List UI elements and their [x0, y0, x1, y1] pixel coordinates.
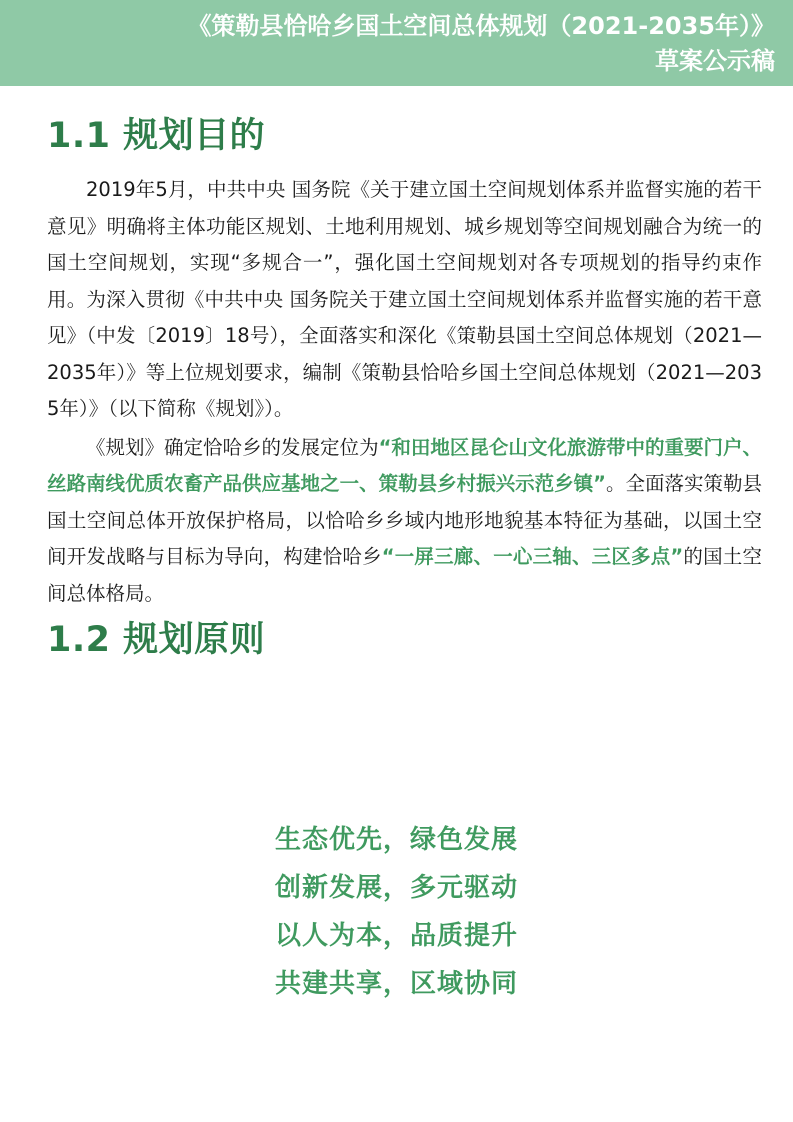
- principle-item: 生态优先，绿色发展: [274, 825, 518, 855]
- positioning-text-1: 《规划》确定恰哈乡的发展定位为: [86, 435, 379, 459]
- section-heading-purpose: 1.1 规划目的: [47, 116, 266, 156]
- purpose-paragraph: 2019年5月，中共中央 国务院《关于建立国土空间规划体系并监督实施的若干意见》明确将主体功能区规划、土地利用规划、城乡规划等空间规划融合为统一的国土空间规划，实现“多规合一”，强化国土空间规划对各专项规划的指导约束作用。为深入贯彻《中共中央 国务院关于建立国土空间规划体系并监督实施的若干意见》（中发〔2019〕18号），全面落实和深化《策勒县国土空间总体规划（2021—2035年）》等上位规划要求，编制《策勒县恰哈乡国土空间总体规划（2021—2035年）》（以下简称《规划》）。: [47, 178, 762, 420]
- principle-item: 创新发展，多元驱动: [274, 873, 518, 903]
- principle-item: 共建共享，区域协同: [274, 969, 518, 999]
- document-subtitle: 草案公示稿: [655, 47, 775, 75]
- positioning-text-3: 的国土空间总体格局。: [47, 545, 762, 605]
- main-content: [47, 108, 762, 668]
- principles-list: [0, 816, 793, 1008]
- section-heading-principles: 1.2 规划原则: [47, 620, 266, 660]
- pattern-highlight: “一屏三廊、一心三轴、三区多点”: [381, 545, 684, 568]
- principle-item: 以人为本，品质提升: [274, 921, 518, 951]
- document-title: 《策勒县恰哈乡国土空间总体规划（2021-2035年）》: [187, 12, 775, 40]
- positioning-paragraph: [47, 430, 762, 613]
- page-header: [0, 0, 793, 86]
- positioning-highlight: “和田地区昆仑山文化旅游带中的重要门户、丝路南线优质农畜产品供应基地之一、策勒县乡村振兴示范乡镇”: [47, 435, 762, 495]
- positioning-text-2: 。全面落实策勒县国土空间总体开放保护格局，以恰哈乡乡域内地形地貌基本特征为基础，以国土空间开发战略与目标为导向，构建恰哈乡: [47, 472, 762, 568]
